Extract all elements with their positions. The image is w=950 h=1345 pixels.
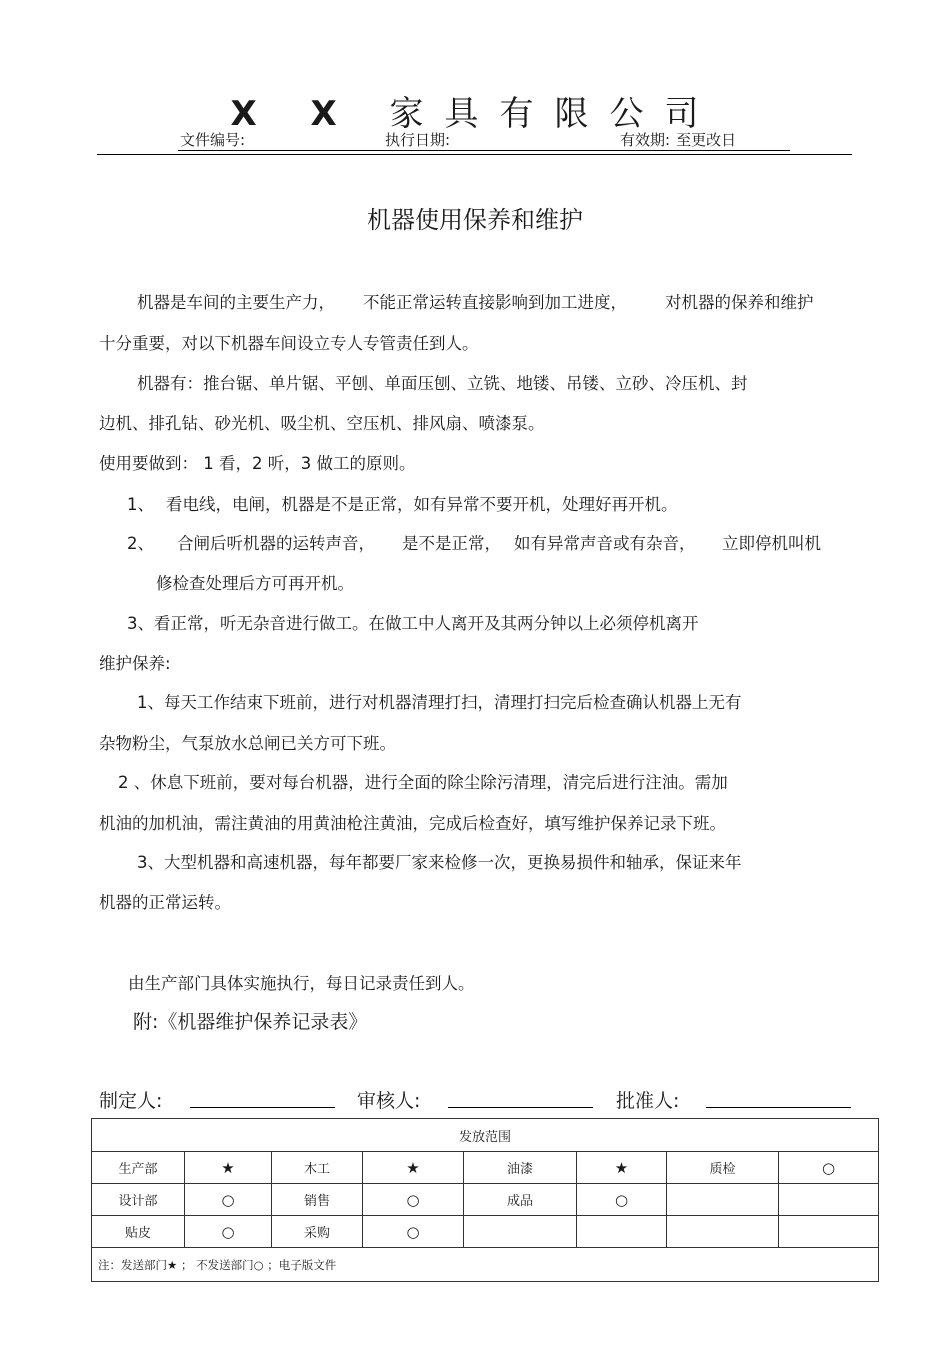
- status-cell: [779, 1216, 879, 1248]
- validity-label: 有效期:: [620, 131, 671, 149]
- status-cell: ○: [779, 1152, 879, 1184]
- validity: [620, 129, 736, 150]
- para2-b: 边机、排孔钻、砂光机、吸尘机、空压机、排风扇、喷漆泵。: [99, 414, 545, 433]
- dept-cell: 成品: [464, 1184, 577, 1216]
- company-suffix: 家具有限公司: [389, 94, 720, 134]
- maint-item1-a: 1、每天工作结束下班前，进行对机器清理打扫，清理打扫完后检查确认机器上无有: [137, 693, 742, 712]
- use-item1: 看电线，电闸，机器是不是正常，如有异常不要开机，处理好再开机。: [166, 495, 678, 514]
- table-row-head: [92, 1119, 879, 1152]
- use-item2-a: 合闸后听机器的运转声音，: [177, 534, 375, 553]
- maint-item3-b: 机器的正常运转。: [99, 893, 231, 912]
- para1-d: 十分重要，对以下机器车间设立专人专管责任到人。: [99, 334, 479, 353]
- table-row: [92, 1216, 879, 1248]
- status-cell: ○: [363, 1216, 464, 1248]
- dept-cell: 质检: [667, 1152, 779, 1184]
- maker-signature-line[interactable]: [190, 1107, 335, 1108]
- table-row: [92, 1152, 879, 1184]
- maintenance-label: 维护保养:: [99, 654, 171, 673]
- status-cell: [577, 1216, 667, 1248]
- dept-cell: 木工: [272, 1152, 363, 1184]
- dept-cell: [464, 1216, 577, 1248]
- status-cell: ★: [577, 1152, 667, 1184]
- distribution-table: [91, 1118, 879, 1282]
- dept-cell: 生产部: [92, 1152, 185, 1184]
- dept-cell: 贴皮: [92, 1216, 185, 1248]
- maint-item2-a: 2 、休息下班前，要对每台机器，进行全面的除尘除污清理，清完后进行注油。需加: [118, 773, 728, 792]
- use-item2-d: 立即停机叫机: [722, 534, 821, 553]
- dept-cell: 销售: [272, 1184, 363, 1216]
- status-cell: ○: [185, 1184, 272, 1216]
- use-item2-c: 如有异常声音或有杂音，: [514, 534, 696, 553]
- dept-cell: 采购: [272, 1216, 363, 1248]
- para1-b: 不能正常运转直接影响到加工进度，: [363, 293, 627, 312]
- reviewer-signature-line[interactable]: [448, 1107, 593, 1108]
- para3: 使用要做到： 1 看，2 听，3 做工的原则。: [99, 454, 416, 473]
- validity-value: 至更改日: [676, 131, 737, 149]
- approver-signature-line[interactable]: [706, 1107, 851, 1108]
- use-item2-e: 修检查处理后方可再开机。: [156, 574, 354, 593]
- para2-a: 机器有：推台锯、单片锯、平刨、单面压刨、立铣、地镂、吊镂、立砂、冷压机、封: [137, 374, 748, 393]
- para1-a: 机器是车间的主要生产力，: [137, 293, 335, 312]
- status-cell: ○: [363, 1184, 464, 1216]
- use-item3: 3、看正常，听无杂音进行做工。在做工中人离开及其两分钟以上必须停机离开: [127, 614, 699, 633]
- status-cell: ★: [185, 1152, 272, 1184]
- company-prefix: X X: [230, 94, 358, 134]
- maint-item3-a: 3、大型机器和高速机器，每年都要厂家来检修一次，更换易损件和轴承，保证来年: [137, 853, 742, 872]
- meta-underline: [178, 150, 790, 151]
- dept-cell: 设计部: [92, 1184, 185, 1216]
- maker-label: 制定人:: [99, 1090, 163, 1112]
- status-cell: ○: [577, 1184, 667, 1216]
- dept-cell: 油漆: [464, 1152, 577, 1184]
- document-title: 机器使用保养和维护: [367, 206, 583, 234]
- company-name: [0, 86, 950, 135]
- exec-date-label: 执行日期:: [385, 131, 451, 149]
- dept-cell: [667, 1184, 779, 1216]
- status-cell: ★: [363, 1152, 464, 1184]
- distribution-title: 发放范围: [92, 1119, 879, 1152]
- para1-c: 对机器的保养和维护: [665, 293, 814, 312]
- dept-cell: [667, 1216, 779, 1248]
- reviewer-label: 审核人:: [357, 1090, 421, 1112]
- doc-no-label: 文件编号:: [180, 131, 246, 149]
- execution-note: 由生产部门具体实施执行，每日记录责任到人。: [128, 974, 475, 993]
- use-item2-num: 2、: [127, 534, 154, 553]
- table-row: [92, 1184, 879, 1216]
- header-divider: [97, 154, 852, 155]
- use-item2-b: 是不是正常，: [402, 534, 501, 553]
- status-cell: ○: [185, 1216, 272, 1248]
- table-row-note: [92, 1248, 879, 1282]
- maint-item1-b: 杂物粉尘，气泵放水总闸已关方可下班。: [99, 734, 396, 753]
- maint-item2-b: 机油的加机油，需注黄油的用黄油枪注黄油，完成后检查好，填写维护保养记录下班。: [99, 814, 726, 833]
- approver-label: 批准人:: [616, 1090, 680, 1112]
- attachment-note: 附:《机器维护保养记录表》: [133, 1011, 368, 1033]
- distribution-note: 注：发送部门★ ； 不发送部门○ ；电子版文件: [92, 1248, 879, 1282]
- status-cell: [779, 1184, 879, 1216]
- use-item1-num: 1、: [127, 495, 154, 514]
